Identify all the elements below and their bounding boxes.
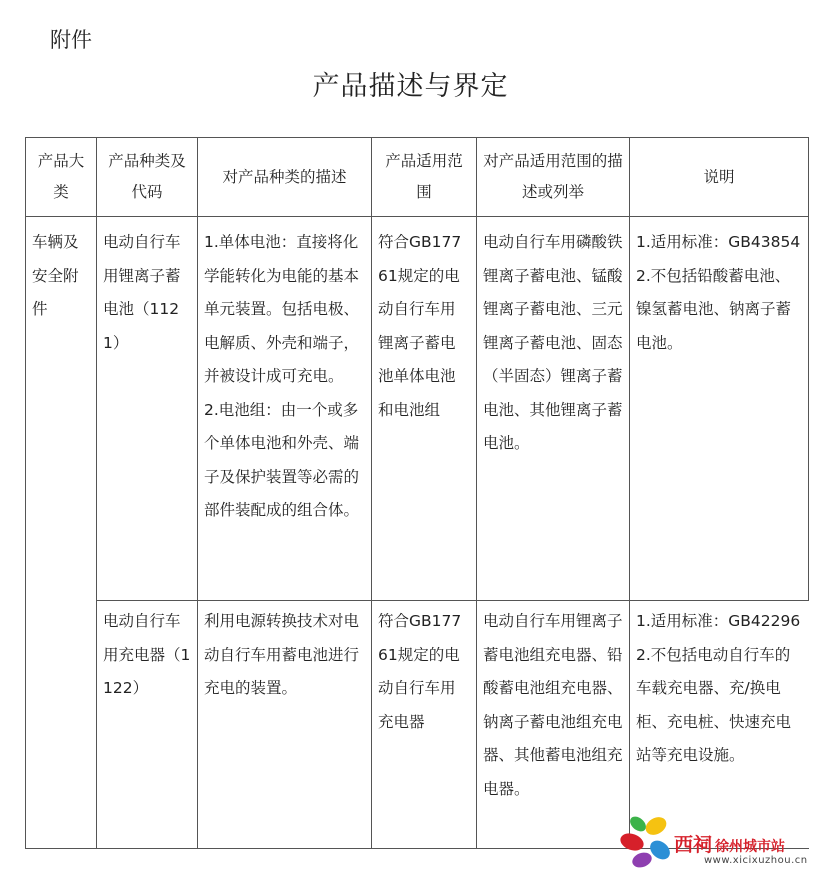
description-paragraph: 2.电池组：由一个或多个单体电池和外壳、端子及保护装置等必需的部件装配成的组合体。 bbox=[204, 400, 360, 519]
header-scope: 产品适用范围 bbox=[372, 138, 477, 217]
type-cell: 电动自行车用锂离子蓄电池（1121） bbox=[97, 217, 198, 601]
note-line: 1.适用标准：GB42296 bbox=[636, 612, 801, 630]
petal-purple bbox=[630, 850, 654, 870]
scope-list-cell: 电动自行车用磷酸铁锂离子蓄电池、锰酸锂离子蓄电池、三元锂离子蓄电池、固态（半固态）锂离子蓄电池、其他锂离子蓄电池。 bbox=[477, 217, 630, 601]
notes-cell bbox=[630, 217, 809, 601]
petal-red bbox=[620, 830, 646, 853]
description-cell bbox=[198, 217, 372, 601]
watermark-brand-sub: 徐州城市站 bbox=[715, 839, 786, 855]
watermark-brand-main: 西祠 bbox=[674, 834, 713, 856]
header-category: 产品大类 bbox=[26, 138, 97, 217]
category-cell: 车辆及安全附件 bbox=[26, 217, 97, 849]
scope-cell: 符合GB17761规定的电动自行车用充电器 bbox=[372, 601, 477, 849]
table-row bbox=[26, 217, 809, 601]
note-line: 2.不包括电动自行车的车载充电器、充/换电柜、充电桩、快速充电站等充电设施。 bbox=[636, 645, 792, 764]
petal-green bbox=[627, 814, 649, 835]
header-row bbox=[26, 138, 809, 217]
annex-label: 附件 bbox=[50, 28, 92, 52]
petal-yellow bbox=[642, 814, 669, 839]
note-line: 1.适用标准：GB43854 bbox=[636, 233, 801, 251]
note-line: 2.不包括铅酸蓄电池、镍氢蓄电池、钠离子蓄电池。 bbox=[636, 266, 792, 352]
header-description: 对产品种类的描述 bbox=[198, 138, 372, 217]
header-type: 产品种类及代码 bbox=[97, 138, 198, 217]
description-paragraph: 1.单体电池：直接将化学能转化为电能的基本单元装置。包括电极、电解质、外壳和端子，并被设计成可充电。 bbox=[204, 233, 360, 385]
flower-logo-icon bbox=[620, 812, 672, 872]
description-cell bbox=[198, 601, 372, 849]
product-table bbox=[25, 137, 809, 849]
header-notes: 说明 bbox=[630, 138, 809, 217]
watermark-url: www.xicixuzhou.cn bbox=[704, 855, 808, 866]
watermark-brand bbox=[674, 830, 785, 857]
header-scope-list: 对产品适用范围的描述或列举 bbox=[477, 138, 630, 217]
type-cell: 电动自行车用充电器（1122） bbox=[97, 601, 198, 849]
scope-list-cell: 电动自行车用锂离子蓄电池组充电器、铅酸蓄电池组充电器、钠离子蓄电池组充电器、其他蓄电池组充电器。 bbox=[477, 601, 630, 849]
page-title: 产品描述与界定 bbox=[312, 71, 509, 102]
scope-cell: 符合GB17761规定的电动自行车用锂离子蓄电池单体电池和电池组 bbox=[372, 217, 477, 601]
description-paragraph: 利用电源转换技术对电动自行车用蓄电池进行充电的装置。 bbox=[204, 612, 360, 697]
watermark-logo bbox=[618, 810, 818, 877]
